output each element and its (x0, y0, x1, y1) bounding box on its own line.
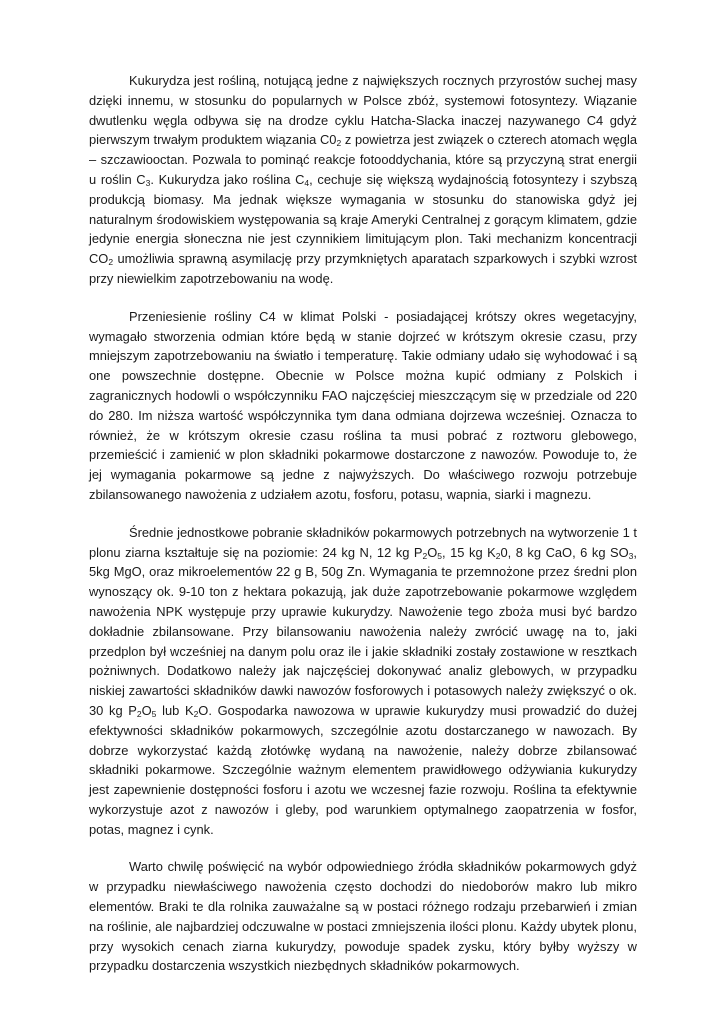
text-run: O (427, 544, 438, 560)
paragraph-polish-climate-varieties (89, 307, 637, 505)
text-run: Kukurydza jest rośliną, notującą jedne z największych rocznych przyrostów suchej masy dzięki innemu, w stosunku do popularnych w Polsce zbóż, systemowi fotosyntezy. Wiązanie dwutlenku węgla odbywa się na drodze cyklu Hatcha-Slacka inaczej nazywanego C4 gdyż pierwszym trwałym produktem wiązania C0 (89, 73, 637, 148)
subscript: 2 (495, 550, 501, 561)
subscript: 5 (151, 708, 157, 719)
text-run: lub K (156, 702, 194, 718)
document-page (89, 71, 637, 976)
subscript: 5 (437, 550, 443, 561)
text-run: Warto chwilę poświęcić na wybór odpowiedniego źródła składników pokarmowych gdyż w przypadku niewłaściwego nawożenia często dochodzi do niedoborów makro lub mikro elementów. Braki te dla rolnika zauważalne są w postaci różnego rodzaju przebarwień i zmian na roślinie, ale najbardziej odczuwalne w postaci zmniejszenia ilości plonu. Każdy ubytek plonu, przy wysokich cenach ziarna kukurydzy, powoduje spadek zysku, który byłby wyższy w przypadku dostarczenia wszystkich niezbędnych składników pokarmowych. (89, 859, 637, 974)
subscript: 4 (304, 177, 310, 188)
subscript: 3 (145, 177, 151, 188)
subscript: 2 (422, 550, 428, 561)
subscript: 2 (336, 138, 342, 149)
subscript: 2 (136, 708, 142, 719)
text-run: O. Gospodarka nawozowa w uprawie kukurydzy musi prowadzić do dużej efektywności składników pokarmowych, szczególnie azotu dostarczanego w nawozach. By dobrze wykorzystać każdą złotówkę wydaną na nawożenie, należy dobrze zbilansować składniki pokarmowe. Szczególnie ważnym elementem prawidłowego odżywiania kukurydzy jest zapewnienie dostępności fosforu i azotu we wczesnej fazie rozwoju. Roślina ta efektywnie wykorzystuje azot z nawozów i gleby, pod warunkiem optymalnego zaopatrzenia w fosfor, potas, magnez i cynk. (89, 702, 637, 837)
text-run: 0, 8 kg CaO, 6 kg SO (500, 544, 629, 560)
subscript: 2 (108, 257, 114, 268)
text-run: , 15 kg K (442, 544, 496, 560)
text-run: . Kukurydza jako roślina C (150, 171, 305, 187)
text-run: , 5kg MgO, oraz mikroelementów 22 g B, 50g Zn. Wymagania te przemnożone przez średni plon wynoszący ok. 9-10 ton z hektara pokazują, jak duże zapotrzebowanie pokarmowe względem nawożenia NPK występuje przy uprawie kukurydzy. Nawożenie tego zboża musi być bardzo dokładnie zbilansowane. Przy bilansowaniu nawożenia należy zwrócić uwagę na to, jaki przedplon był wcześniej na danym polu oraz ile i jakie składniki zostały zostawione w resztkach pożniwnych. Dodatkowo należy jak najczęściej dokonywać analiz glebowych, w przypadku niskiej zawartości składników dawki nawozów fosforowych i potasowych należy zwiększyć o ok. 30 kg P (89, 544, 637, 718)
text-run: Średnie jednostkowe pobranie składników pokarmowych potrzebnych na wytworzenie 1 t plonu ziarna kształtuje się na poziomie: 24 kg N, 12 kg P (89, 524, 637, 560)
text-run: umożliwia sprawną asymilację przy przymkniętych aparatach szparkowych i szybki wzrost przy niewielkim zapotrzebowaniu na wodę. (89, 251, 637, 286)
text-run: O (141, 702, 152, 718)
text-run: , cechuje się większą wydajnością fotosyntezy i szybszą produkcją biomasy. Ma jednak większe wymagania w stosunku do stanowiska gdyż jej naturalnym środowiskiem występowania są kraje Ameryki Centralnej z gorącym klimatem, gdzie jedynie energia słoneczna nie jest czynnikiem limitującym plon. Taki mechanizm koncentracji CO (89, 171, 637, 267)
subscript: 2 (193, 708, 199, 719)
text-run: Przeniesienie rośliny C4 w klimat Polski - posiadającej krótszy okres wegetacyjny, wymagało stworzenia odmian które będą w stanie dojrzeć w krótszym okresie czasu, przy mniejszym zapotrzebowaniu na światło i temperaturę. Takie odmiany udało się wyhodować i są one powszechnie dostępne. Obecnie w Polsce można kupić odmiany z Polskich i zagranicznych hodowli o współczynniku FAO najczęściej mieszczącym się w przedziale od 220 do 280. Im niższa wartość współczynnika tym dana odmiana dojrzewa wcześniej. Oznacza to również, że w krótszym okresie czasu roślina ta musi pobrać z roztworu glebowego, przemieścić i zamienić w plon składniki pokarmowe dostarczone z nawozów. Powoduje to, że jej wymagania pokarmowe są jedne z najwyższych. Do właściwego rozwoju potrzebuje zbilansowanego nawożenia z udziałem azotu, fosforu, potasu, wapnia, siarki i magnezu. (89, 308, 637, 502)
paragraph-nutrient-uptake (89, 523, 637, 840)
subscript: 3 (628, 550, 634, 561)
paragraph-c4-photosynthesis (89, 71, 637, 289)
paragraph-nutrient-source-choice (89, 857, 637, 976)
text-run: z powietrza jest związek o czterech atomach węgla – szczawiooctan. Pozwala to pominąć reakcje fotooddychania, które są przyczyną strat energii u roślin C (89, 132, 637, 187)
